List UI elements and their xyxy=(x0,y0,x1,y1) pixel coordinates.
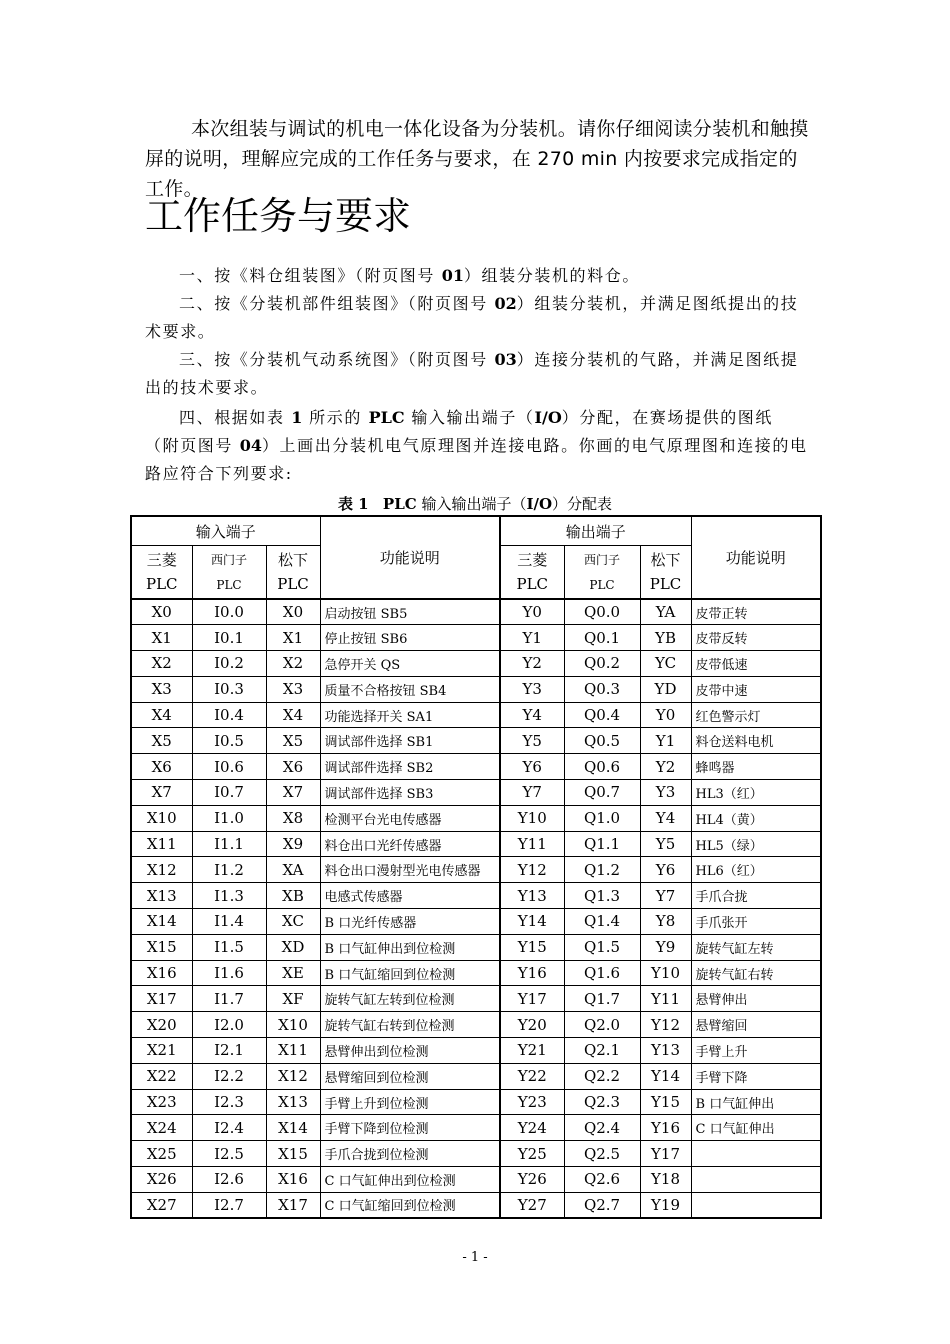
mitsubishi-output-cell: Y15 xyxy=(500,934,564,960)
panasonic-output-cell: Y6 xyxy=(640,857,691,883)
input-function-cell: 功能选择开关 SA1 xyxy=(320,702,500,728)
siemens-output-cell: Q2.6 xyxy=(564,1167,640,1193)
plc-label: PLC xyxy=(516,575,549,593)
siemens-output-cell: Q2.5 xyxy=(564,1141,640,1167)
mitsubishi-input-cell: X12 xyxy=(131,857,192,883)
input-function-cell: 调试部件选择 SB3 xyxy=(320,780,500,806)
mitsubishi-input-cell: X26 xyxy=(131,1167,192,1193)
panasonic-input-cell: X1 xyxy=(266,625,320,651)
panasonic-output-cell: Y8 xyxy=(640,909,691,935)
table-caption xyxy=(0,494,950,514)
panasonic-output-cell: Y7 xyxy=(640,883,691,909)
task-4-text: 所示的 xyxy=(302,408,369,427)
task-4-drawing-number: 04 xyxy=(239,436,262,455)
input-function-cell: 手臂上升到位检测 xyxy=(320,1089,500,1115)
mitsubishi-input-cell: X6 xyxy=(131,754,192,780)
table-row xyxy=(131,702,821,728)
mitsubishi-output-cell: Y10 xyxy=(500,805,564,831)
mitsubishi-input-cell: X7 xyxy=(131,780,192,806)
mitsubishi-output-cell: Y0 xyxy=(500,599,564,625)
mitsubishi-input-cell: X3 xyxy=(131,676,192,702)
input-panasonic-header xyxy=(266,546,320,600)
output-function-cell: 悬臂缩回 xyxy=(691,1012,821,1038)
panasonic-output-cell: Y0 xyxy=(640,702,691,728)
task-4-plc: PLC xyxy=(368,408,405,427)
siemens-input-cell: I2.0 xyxy=(192,1012,266,1038)
panasonic-output-cell: Y2 xyxy=(640,754,691,780)
output-function-cell xyxy=(691,1141,821,1167)
brand-label: 三菱 xyxy=(517,551,548,569)
table-row xyxy=(131,960,821,986)
input-siemens-header xyxy=(192,546,266,600)
mitsubishi-input-cell: X21 xyxy=(131,1038,192,1064)
siemens-input-cell: I0.2 xyxy=(192,651,266,677)
table-row xyxy=(131,1141,821,1167)
brand-label: 三菱 xyxy=(146,551,177,569)
siemens-output-cell: Q1.3 xyxy=(564,883,640,909)
task-1-drawing-number: 01 xyxy=(441,266,464,285)
siemens-input-cell: I1.3 xyxy=(192,883,266,909)
input-terminal-header: 输入端子 xyxy=(131,516,320,546)
panasonic-input-cell: XC xyxy=(266,909,320,935)
siemens-input-cell: I2.7 xyxy=(192,1192,266,1218)
input-function-cell: 调试部件选择 SB2 xyxy=(320,754,500,780)
panasonic-output-cell: YC xyxy=(640,651,691,677)
siemens-output-cell: Q1.2 xyxy=(564,857,640,883)
panasonic-output-cell: Y4 xyxy=(640,805,691,831)
output-function-cell: 皮带反转 xyxy=(691,625,821,651)
task-2-text: 二、按《分装机部件组装图》（附页图号 xyxy=(179,294,495,313)
panasonic-output-cell: YA xyxy=(640,599,691,625)
mitsubishi-input-cell: X11 xyxy=(131,831,192,857)
table-row xyxy=(131,599,821,625)
input-function-cell: 旋转气缸左转到位检测 xyxy=(320,986,500,1012)
mitsubishi-input-cell: X10 xyxy=(131,805,192,831)
table-row xyxy=(131,1012,821,1038)
output-mitsubishi-header xyxy=(500,546,564,600)
siemens-output-cell: Q1.1 xyxy=(564,831,640,857)
plc-label: PLC xyxy=(277,575,309,593)
caption-plc: PLC xyxy=(382,495,417,513)
mitsubishi-input-cell: X13 xyxy=(131,883,192,909)
mitsubishi-output-cell: Y7 xyxy=(500,780,564,806)
mitsubishi-input-cell: X14 xyxy=(131,909,192,935)
mitsubishi-output-cell: Y20 xyxy=(500,1012,564,1038)
siemens-input-cell: I0.3 xyxy=(192,676,266,702)
brand-label: 西门子 xyxy=(584,553,621,567)
panasonic-input-cell: X11 xyxy=(266,1038,320,1064)
input-function-cell: 调试部件选择 SB1 xyxy=(320,728,500,754)
siemens-output-cell: Q0.6 xyxy=(564,754,640,780)
task-4-text: ）上画出分装机电气原理图并连接电路。你画的电气原理图和连接的电路应符合下列要求: xyxy=(145,436,808,483)
table-row xyxy=(131,676,821,702)
mitsubishi-input-cell: X23 xyxy=(131,1089,192,1115)
panasonic-output-cell: Y16 xyxy=(640,1115,691,1141)
panasonic-input-cell: X14 xyxy=(266,1115,320,1141)
caption-label: 表 1 xyxy=(337,495,369,513)
input-function-cell: B 口气缸伸出到位检测 xyxy=(320,934,500,960)
task-4 xyxy=(145,404,808,488)
task-1 xyxy=(145,262,808,290)
output-function-cell: HL3（红） xyxy=(691,780,821,806)
output-function-cell: 手爪张开 xyxy=(691,909,821,935)
table-row xyxy=(131,986,821,1012)
mitsubishi-input-cell: X2 xyxy=(131,651,192,677)
panasonic-input-cell: XA xyxy=(266,857,320,883)
siemens-output-cell: Q1.4 xyxy=(564,909,640,935)
output-function-cell: 旋转气缸右转 xyxy=(691,960,821,986)
siemens-output-cell: Q0.2 xyxy=(564,651,640,677)
siemens-output-cell: Q2.0 xyxy=(564,1012,640,1038)
input-function-cell: B 口气缸缩回到位检测 xyxy=(320,960,500,986)
output-function-cell: HL5（绿） xyxy=(691,831,821,857)
output-function-cell: 蜂鸣器 xyxy=(691,754,821,780)
output-function-cell: 手臂下降 xyxy=(691,1063,821,1089)
input-function-cell: 手臂下降到位检测 xyxy=(320,1115,500,1141)
output-function-cell: HL4（黄） xyxy=(691,805,821,831)
mitsubishi-input-cell: X15 xyxy=(131,934,192,960)
input-function-cell: C 口气缸缩回到位检测 xyxy=(320,1192,500,1218)
mitsubishi-input-cell: X5 xyxy=(131,728,192,754)
panasonic-input-cell: X16 xyxy=(266,1167,320,1193)
output-function-cell: C 口气缸伸出 xyxy=(691,1115,821,1141)
output-function-cell: HL6（红） xyxy=(691,857,821,883)
siemens-output-cell: Q1.7 xyxy=(564,986,640,1012)
input-function-cell: 电感式传感器 xyxy=(320,883,500,909)
mitsubishi-output-cell: Y2 xyxy=(500,651,564,677)
panasonic-input-cell: X5 xyxy=(266,728,320,754)
siemens-input-cell: I2.4 xyxy=(192,1115,266,1141)
siemens-input-cell: I1.1 xyxy=(192,831,266,857)
input-function-cell: 检测平台光电传感器 xyxy=(320,805,500,831)
output-function-cell: 手臂上升 xyxy=(691,1038,821,1064)
input-function-cell: 旋转气缸右转到位检测 xyxy=(320,1012,500,1038)
output-function-cell: 料仓送料电机 xyxy=(691,728,821,754)
siemens-output-cell: Q1.5 xyxy=(564,934,640,960)
task-3-text: 三、按《分装机气动系统图》（附页图号 xyxy=(179,350,495,369)
table-row xyxy=(131,883,821,909)
panasonic-input-cell: X13 xyxy=(266,1089,320,1115)
output-function-cell xyxy=(691,1192,821,1218)
table-row xyxy=(131,805,821,831)
panasonic-output-cell: Y3 xyxy=(640,780,691,806)
input-function-cell: 急停开关 QS xyxy=(320,651,500,677)
table-row xyxy=(131,754,821,780)
mitsubishi-input-cell: X20 xyxy=(131,1012,192,1038)
table-row xyxy=(131,780,821,806)
mitsubishi-output-cell: Y1 xyxy=(500,625,564,651)
mitsubishi-output-cell: Y3 xyxy=(500,676,564,702)
plc-label: PLC xyxy=(216,578,242,592)
mitsubishi-output-cell: Y17 xyxy=(500,986,564,1012)
task-3-drawing-number: 03 xyxy=(494,350,517,369)
mitsubishi-input-cell: X16 xyxy=(131,960,192,986)
table-row xyxy=(131,728,821,754)
siemens-output-cell: Q0.3 xyxy=(564,676,640,702)
panasonic-output-cell: Y18 xyxy=(640,1167,691,1193)
siemens-output-cell: Q0.5 xyxy=(564,728,640,754)
panasonic-output-cell: Y11 xyxy=(640,986,691,1012)
siemens-output-cell: Q2.2 xyxy=(564,1063,640,1089)
mitsubishi-input-cell: X24 xyxy=(131,1115,192,1141)
siemens-input-cell: I2.3 xyxy=(192,1089,266,1115)
mitsubishi-input-cell: X27 xyxy=(131,1192,192,1218)
siemens-input-cell: I2.6 xyxy=(192,1167,266,1193)
panasonic-output-cell: Y19 xyxy=(640,1192,691,1218)
input-function-cell: 料仓出口光纤传感器 xyxy=(320,831,500,857)
brand-label: 松下 xyxy=(278,551,309,569)
siemens-input-cell: I1.2 xyxy=(192,857,266,883)
mitsubishi-input-cell: X22 xyxy=(131,1063,192,1089)
input-function-cell: 手爪合拢到位检测 xyxy=(320,1141,500,1167)
caption-text-end: ）分配表 xyxy=(552,495,613,513)
panasonic-input-cell: XB xyxy=(266,883,320,909)
table-row xyxy=(131,857,821,883)
output-function-cell: 红色警示灯 xyxy=(691,702,821,728)
panasonic-input-cell: XF xyxy=(266,986,320,1012)
panasonic-output-cell: Y10 xyxy=(640,960,691,986)
panasonic-output-cell: Y15 xyxy=(640,1089,691,1115)
panasonic-output-cell: Y13 xyxy=(640,1038,691,1064)
mitsubishi-output-cell: Y24 xyxy=(500,1115,564,1141)
brand-label: 松下 xyxy=(650,551,681,569)
output-function-cell: 皮带正转 xyxy=(691,599,821,625)
table-row xyxy=(131,1115,821,1141)
table-row xyxy=(131,1089,821,1115)
panasonic-input-cell: X8 xyxy=(266,805,320,831)
siemens-input-cell: I1.4 xyxy=(192,909,266,935)
siemens-output-cell: Q1.6 xyxy=(564,960,640,986)
io-table-body xyxy=(131,599,821,1218)
task-2-drawing-number: 02 xyxy=(494,294,517,313)
table-row xyxy=(131,831,821,857)
page-title: 工作任务与要求 xyxy=(145,194,412,238)
panasonic-output-cell: YB xyxy=(640,625,691,651)
table-row xyxy=(131,909,821,935)
output-siemens-header xyxy=(564,546,640,600)
mitsubishi-output-cell: Y5 xyxy=(500,728,564,754)
caption-io: I/O xyxy=(526,495,553,513)
output-function-cell: B 口气缸伸出 xyxy=(691,1089,821,1115)
siemens-input-cell: I2.5 xyxy=(192,1141,266,1167)
input-function-cell: 停止按钮 SB6 xyxy=(320,625,500,651)
siemens-output-cell: Q2.7 xyxy=(564,1192,640,1218)
panasonic-input-cell: X4 xyxy=(266,702,320,728)
mitsubishi-input-cell: X25 xyxy=(131,1141,192,1167)
task-4-text: 输入输出端子（ xyxy=(404,408,535,427)
siemens-output-cell: Q1.0 xyxy=(564,805,640,831)
caption-text: 输入输出端子（ xyxy=(416,495,527,513)
input-function-cell: B 口光纤传感器 xyxy=(320,909,500,935)
mitsubishi-output-cell: Y21 xyxy=(500,1038,564,1064)
task-1-text: 一、按《料仓组装图》（附页图号 xyxy=(179,266,442,285)
siemens-input-cell: I1.0 xyxy=(192,805,266,831)
mitsubishi-output-cell: Y12 xyxy=(500,857,564,883)
panasonic-input-cell: X0 xyxy=(266,599,320,625)
siemens-input-cell: I0.4 xyxy=(192,702,266,728)
task-2 xyxy=(145,290,808,346)
mitsubishi-output-cell: Y25 xyxy=(500,1141,564,1167)
mitsubishi-input-cell: X0 xyxy=(131,599,192,625)
siemens-output-cell: Q0.4 xyxy=(564,702,640,728)
table-row xyxy=(131,1063,821,1089)
mitsubishi-output-cell: Y6 xyxy=(500,754,564,780)
page-number: - 1 - xyxy=(462,1250,488,1265)
input-function-header: 功能说明 xyxy=(320,516,500,599)
siemens-input-cell: I2.2 xyxy=(192,1063,266,1089)
siemens-output-cell: Q0.7 xyxy=(564,780,640,806)
task-3-text-end: ）连接分装机的气路，并满足图纸提出的技术要求。 xyxy=(145,350,799,397)
intro-paragraph: 本次组装与调试的机电一体化设备为分装机。请你仔细阅读分装机和触摸屏的说明，理解应完成的工作任务与要求，在 270 min 内按要求完成指定的工作。 xyxy=(145,118,809,200)
panasonic-input-cell: X7 xyxy=(266,780,320,806)
output-function-cell: 皮带中速 xyxy=(691,676,821,702)
task-4-text: ）分配，在赛场提供的图纸（附页图号 xyxy=(145,408,773,455)
output-function-cell: 皮带低速 xyxy=(691,651,821,677)
input-mitsubishi-header xyxy=(131,546,192,600)
mitsubishi-output-cell: Y4 xyxy=(500,702,564,728)
siemens-output-cell: Q2.3 xyxy=(564,1089,640,1115)
task-4-io: I/O xyxy=(534,408,562,427)
siemens-input-cell: I1.7 xyxy=(192,986,266,1012)
task-4-table-ref: 1 xyxy=(291,408,303,427)
output-terminal-header: 输出端子 xyxy=(500,516,691,546)
input-function-cell: 悬臂伸出到位检测 xyxy=(320,1038,500,1064)
output-function-header: 功能说明 xyxy=(691,516,821,599)
mitsubishi-output-cell: Y27 xyxy=(500,1192,564,1218)
panasonic-output-cell: Y1 xyxy=(640,728,691,754)
input-function-cell: 质量不合格按钮 SB4 xyxy=(320,676,500,702)
siemens-input-cell: I1.5 xyxy=(192,934,266,960)
input-function-cell: 悬臂缩回到位检测 xyxy=(320,1063,500,1089)
siemens-output-cell: Q0.1 xyxy=(564,625,640,651)
mitsubishi-input-cell: X4 xyxy=(131,702,192,728)
plc-label: PLC xyxy=(145,575,178,593)
siemens-output-cell: Q2.1 xyxy=(564,1038,640,1064)
panasonic-input-cell: X12 xyxy=(266,1063,320,1089)
siemens-input-cell: I0.5 xyxy=(192,728,266,754)
siemens-input-cell: I0.0 xyxy=(192,599,266,625)
table-row xyxy=(131,934,821,960)
input-function-cell: 启动按钮 SB5 xyxy=(320,599,500,625)
panasonic-output-cell: Y12 xyxy=(640,1012,691,1038)
panasonic-output-cell: Y17 xyxy=(640,1141,691,1167)
output-function-cell: 旋转气缸左转 xyxy=(691,934,821,960)
table-row xyxy=(131,651,821,677)
siemens-output-cell: Q2.4 xyxy=(564,1115,640,1141)
panasonic-output-cell: Y14 xyxy=(640,1063,691,1089)
table-row xyxy=(131,1038,821,1064)
task-3 xyxy=(145,346,808,402)
mitsubishi-output-cell: Y22 xyxy=(500,1063,564,1089)
mitsubishi-output-cell: Y14 xyxy=(500,909,564,935)
plc-label: PLC xyxy=(589,578,615,592)
panasonic-input-cell: X3 xyxy=(266,676,320,702)
panasonic-input-cell: X10 xyxy=(266,1012,320,1038)
mitsubishi-output-cell: Y11 xyxy=(500,831,564,857)
mitsubishi-output-cell: Y16 xyxy=(500,960,564,986)
mitsubishi-input-cell: X1 xyxy=(131,625,192,651)
mitsubishi-input-cell: X17 xyxy=(131,986,192,1012)
panasonic-output-cell: YD xyxy=(640,676,691,702)
panasonic-output-cell: Y5 xyxy=(640,831,691,857)
mitsubishi-output-cell: Y13 xyxy=(500,883,564,909)
mitsubishi-output-cell: Y23 xyxy=(500,1089,564,1115)
output-panasonic-header xyxy=(640,546,691,600)
plc-label: PLC xyxy=(649,575,682,593)
panasonic-input-cell: X2 xyxy=(266,651,320,677)
output-function-cell: 手爪合拢 xyxy=(691,883,821,909)
table-row xyxy=(131,1192,821,1218)
siemens-input-cell: I2.1 xyxy=(192,1038,266,1064)
input-function-cell: C 口气缸伸出到位检测 xyxy=(320,1167,500,1193)
siemens-input-cell: I0.6 xyxy=(192,754,266,780)
siemens-input-cell: I0.1 xyxy=(192,625,266,651)
siemens-input-cell: I1.6 xyxy=(192,960,266,986)
table-row xyxy=(131,1167,821,1193)
task-1-text-end: ）组装分装机的料仓。 xyxy=(463,266,640,285)
siemens-input-cell: I0.7 xyxy=(192,780,266,806)
panasonic-input-cell: X6 xyxy=(266,754,320,780)
brand-label: 西门子 xyxy=(210,553,247,567)
io-assignment-table xyxy=(130,515,822,1219)
panasonic-input-cell: X9 xyxy=(266,831,320,857)
panasonic-input-cell: XD xyxy=(266,934,320,960)
panasonic-output-cell: Y9 xyxy=(640,934,691,960)
mitsubishi-output-cell: Y26 xyxy=(500,1167,564,1193)
output-function-cell xyxy=(691,1167,821,1193)
input-function-cell: 料仓出口漫射型光电传感器 xyxy=(320,857,500,883)
output-function-cell: 悬臂伸出 xyxy=(691,986,821,1012)
table-row xyxy=(131,625,821,651)
task-2-text-end: ）组装分装机，并满足图纸提出的技术要求。 xyxy=(145,294,799,341)
task-4-text: 四、根据如表 xyxy=(179,408,292,427)
panasonic-input-cell: X17 xyxy=(266,1192,320,1218)
siemens-output-cell: Q0.0 xyxy=(564,599,640,625)
panasonic-input-cell: X15 xyxy=(266,1141,320,1167)
panasonic-input-cell: XE xyxy=(266,960,320,986)
